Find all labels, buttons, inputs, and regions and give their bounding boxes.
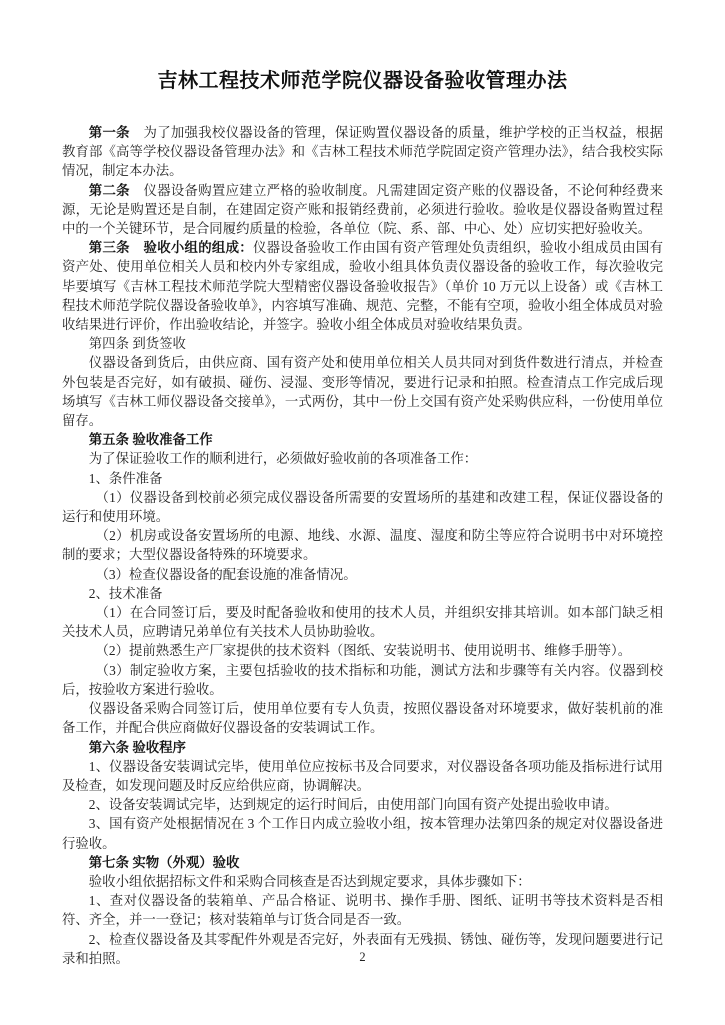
text-run: （3）制定验收方案，主要包括验收的技术指标和功能，测试方法和步骤等有关内容。仪器到校后，按验收方案进行验收。 bbox=[62, 662, 663, 697]
text-run: 验收小组依据招标文件和采购合同核查是否达到规定要求，具体步骤如下： bbox=[88, 873, 531, 889]
text-run: 第七条 实物（外观）验收 bbox=[88, 854, 240, 870]
text-run: 第四条 到货签收 bbox=[88, 336, 186, 352]
text-run: 第三条 验收小组的组成： bbox=[88, 240, 253, 256]
paragraph bbox=[62, 565, 663, 584]
text-run: 第五条 验收准备工作 bbox=[88, 432, 213, 448]
document-title: 吉林工程技术师范学院仪器设备验收管理办法 bbox=[157, 70, 568, 92]
paragraph bbox=[62, 353, 663, 430]
paragraph bbox=[62, 123, 663, 181]
text-run: 为了加强我校仪器设备的管理，保证购置仪器设备的质量，维护学校的正当权益，根据教育部《高等学校仪器设备管理办法》和《吉林工程技术师范学院固定资产管理办法》，结合我校实际情况，制定本办法。 bbox=[62, 125, 664, 179]
text-run: （2）机房或设备安置场所的电源、地线、水源、温度、湿度和防尘等应符合说明书中对环境控制的要求；大型仪器设备特殊的环境要求。 bbox=[62, 528, 663, 563]
paragraph bbox=[62, 449, 663, 468]
text-run: 2、检查仪器设备及其零配件外观是否完好，外表面有无残损、锈蚀、碰伤等，发现问题要进行记录和拍照。 bbox=[62, 931, 663, 966]
text-run: 第一条 bbox=[88, 125, 144, 140]
text-run: （3）检查仪器设备的配套设施的准备情况。 bbox=[95, 566, 357, 582]
paragraph bbox=[62, 661, 663, 699]
text-run: 仪器设备到货后，由供应商、国有资产处和使用单位相关人员共同对到货件数进行清点，并检查外包装是否完好，如有破损、碰伤、浸湿、变形等情况，要进行记录和拍照。检查清点工作完成后现场填写《吉林工师仪器设备交接单》，一式两份，其中一份上交国有资产处采购供应科，一份使用单位留存。 bbox=[62, 355, 663, 429]
text-run: 仪器设备验收工作由国有资产管理处负责组织，验收小组成员由国有资产处、使用单位相关人员和校内外专家组成，验收小组具体负责仪器设备的验收工作，每次验收完毕要填写《吉林工程技术师范学院大型精密仪器设备验收报告》（单价 10 万元以上设备）或《吉林工程技术师范学院仪器设备验收单》，内容填写准确、规范、完整，不能有空项，验收小组全体成员对验收结果进行评价，作出验收结论，并签字。验收小组全体成员对验收结果负责。 bbox=[62, 240, 663, 333]
paragraph bbox=[62, 526, 663, 564]
text-run: （1）仪器设备到校前必须完成仪器设备所需要的安置场所的基建和改建工程，保证仪器设备的运行和使用环境。 bbox=[62, 489, 663, 525]
text-run: 第六条 验收程序 bbox=[88, 739, 186, 755]
article-heading bbox=[62, 738, 663, 757]
text-run: 第二条 bbox=[88, 182, 144, 198]
article-heading bbox=[62, 430, 663, 449]
article-heading bbox=[62, 334, 663, 353]
document-body bbox=[62, 123, 663, 968]
text-run: 2、技术准备 bbox=[88, 585, 163, 601]
text-run: 仪器设备购置应建立严格的验收制度。凡需建固定资产账的仪器设备，不论何种经费来源，无论是购置还是自制，在建固定资产账和报销经费前，必须进行验收。验收是仪器设备购置过程中的一个关键环节，是合同履约质量的检验，各单位（院、系、部、中心、处）应切实把好验收关。 bbox=[62, 182, 664, 237]
paragraph bbox=[62, 757, 663, 795]
text-run: （1）在合同签订后，要及时配备验收和使用的技术人员，并组织安排其培训。如本部门缺乏相关技术人员，应聘请兄弟单位有关技术人员协助验收。 bbox=[62, 605, 663, 640]
text-run: （2）提前熟悉生产厂家提供的技术资料（图纸、安装说明书、使用说明书、维修手册等）。 bbox=[95, 643, 632, 659]
text-run: 仪器设备采购合同签订后，使用单位要有专人负责，按照仪器设备对环境要求，做好装机前的准备工作，并配合供应商做好仪器设备的安装调试工作。 bbox=[62, 701, 663, 736]
text-run: 2、设备安装调试完毕，达到规定的运行时间后，由使用部门向国有资产处提出验收申请。 bbox=[88, 797, 618, 813]
paragraph bbox=[62, 584, 663, 603]
page-number: 2 bbox=[359, 950, 366, 964]
paragraph bbox=[62, 814, 663, 852]
paragraph bbox=[62, 469, 663, 488]
paragraph bbox=[62, 238, 663, 334]
paragraph bbox=[62, 699, 663, 737]
paragraph bbox=[62, 891, 663, 929]
paragraph bbox=[62, 641, 663, 660]
paragraph bbox=[62, 603, 663, 641]
paragraph bbox=[62, 488, 663, 526]
paragraph bbox=[62, 872, 663, 891]
paragraph bbox=[62, 795, 663, 814]
text-run: 1、仪器设备安装调试完毕，使用单位应按标书及合同要求，对仪器设备各项功能及指标进行试用及检查，如发现问题及时反应给供应商，协调解决。 bbox=[62, 758, 663, 793]
text-run: 1、查对仪器设备的装箱单、产品合格证、说明书、操作手册、图纸、证明书等技术资料是否相符、齐全，并一一登记；核对装箱单与订货合同是否一致。 bbox=[62, 893, 663, 928]
paragraph bbox=[62, 181, 663, 239]
article-heading bbox=[62, 853, 663, 872]
text-run: 3、国有资产处根据情况在 3 个工作日内成立验收小组，按本管理办法第四条的规定对仪器设备进行验收。 bbox=[62, 816, 663, 851]
text-run: 1、条件准备 bbox=[88, 470, 163, 486]
text-run: 为了保证验收工作的顺利进行，必须做好验收前的各项准备工作： bbox=[88, 451, 478, 467]
